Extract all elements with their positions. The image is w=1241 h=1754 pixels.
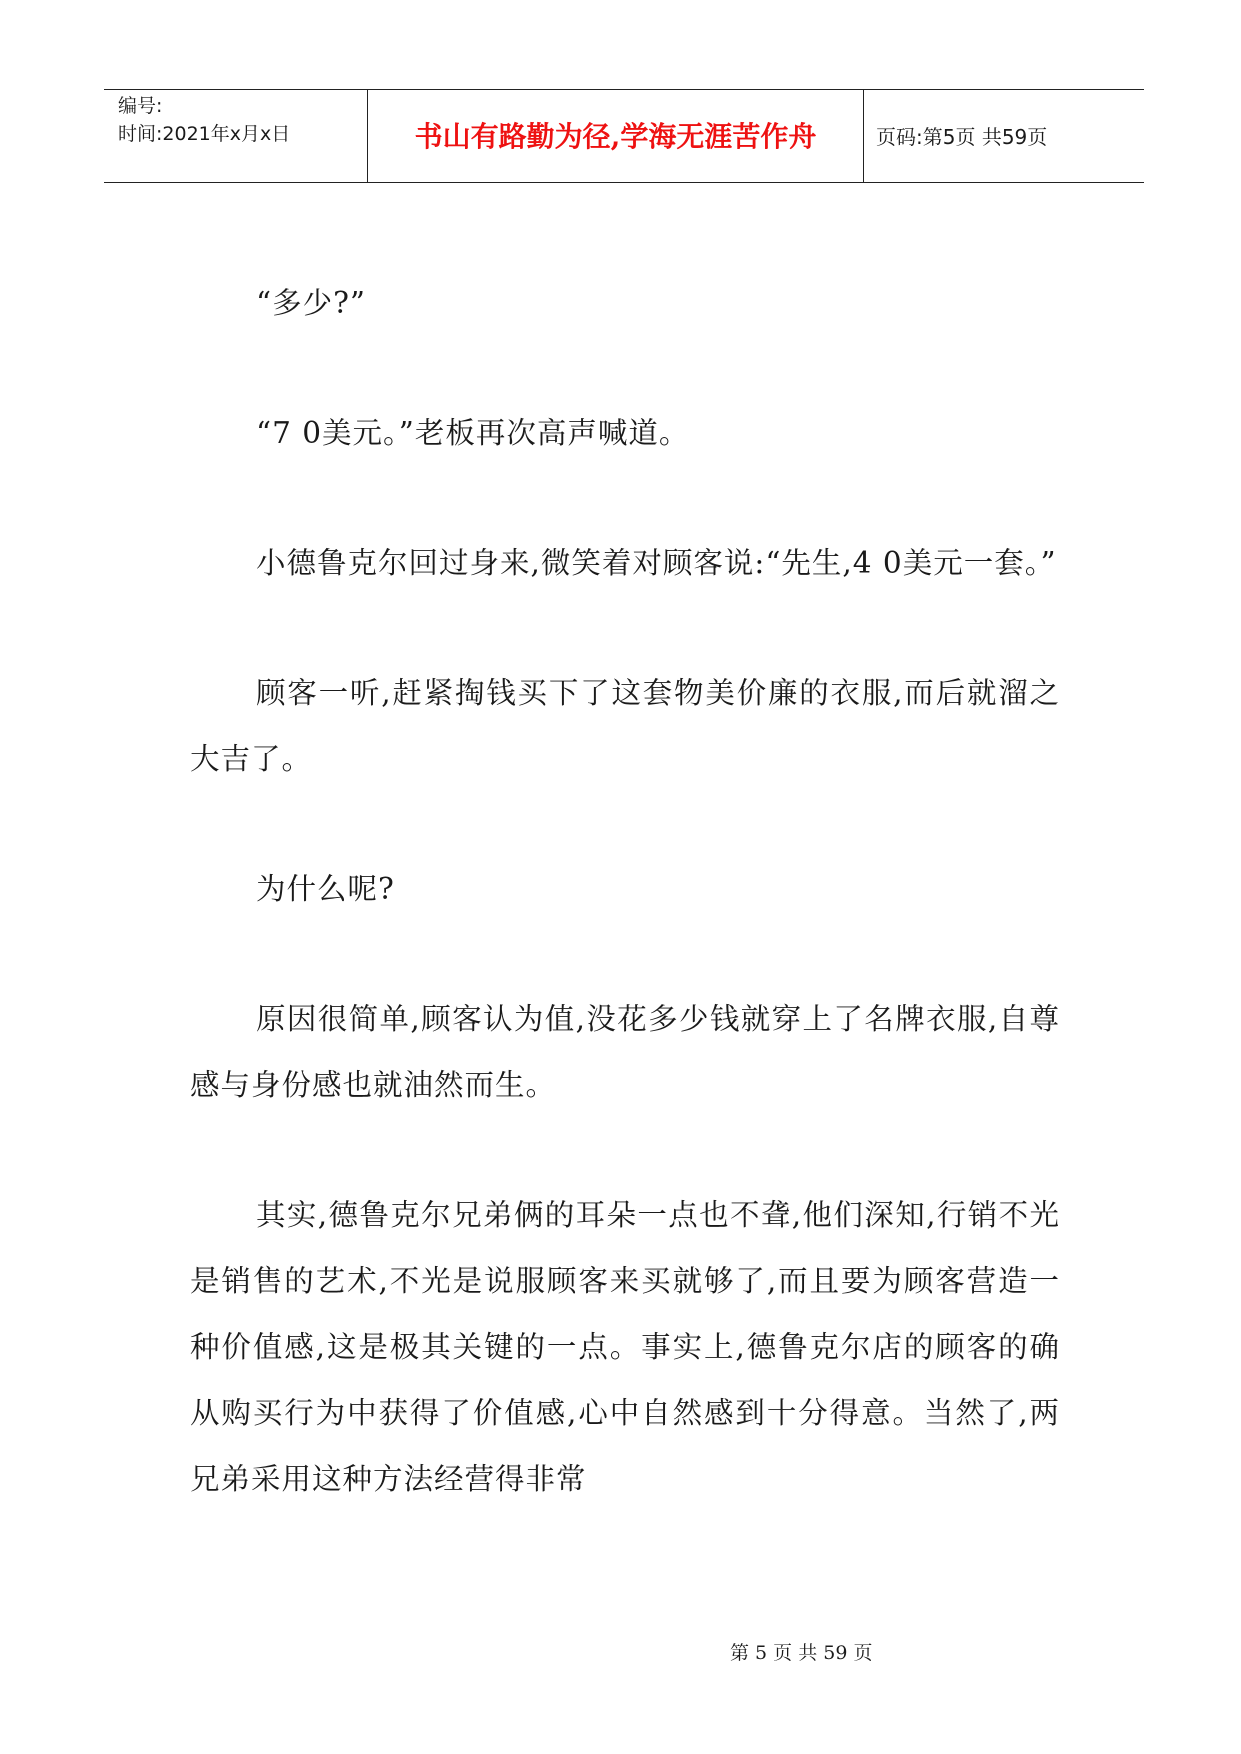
page-footer: 第 5 页 共 59 页 [730,1642,873,1664]
paragraph: 顾客一听,赶紧掏钱买下了这套物美价廉的衣服,而后就溜之大吉了。 [190,676,1060,776]
header-page-info: 页码:第5页 共59页 [876,125,1048,149]
header-meta-cell [104,90,368,182]
paragraph: 其实,德鲁克尔兄弟俩的耳朵一点也不聋,他们深知,行销不光是销售的艺术,不光是说服顾客来买就够了,而且要为顾客营造一种价值感,这是极其关键的一点。事实上,德鲁克尔店的顾客的确从购买行为中获得了价值感,心中自然感到十分得意。当然了,两兄弟采用这种方法经营得非常 [190,1198,1060,1496]
paragraph: 小德鲁克尔回过身来,微笑着对顾客说:“先生,4 0美元一套。” [256,546,1057,580]
page-header [104,89,1144,183]
date-label: 时间:2021年x月x日 [118,123,291,145]
serial-label: 编号: [118,95,163,117]
document-body [190,270,1060,1576]
paragraph: 原因很简单,顾客认为值,没花多少钱就穿上了名牌衣服,自尊感与身份感也就油然而生。 [190,1002,1060,1102]
paragraph: “多少?” [256,286,366,320]
header-motto: 书山有路勤为径,学海无涯苦作舟 [368,90,864,182]
paragraph: “7 0美元。”老板再次高声喊道。 [256,416,690,450]
paragraph: 为什么呢? [256,872,395,906]
